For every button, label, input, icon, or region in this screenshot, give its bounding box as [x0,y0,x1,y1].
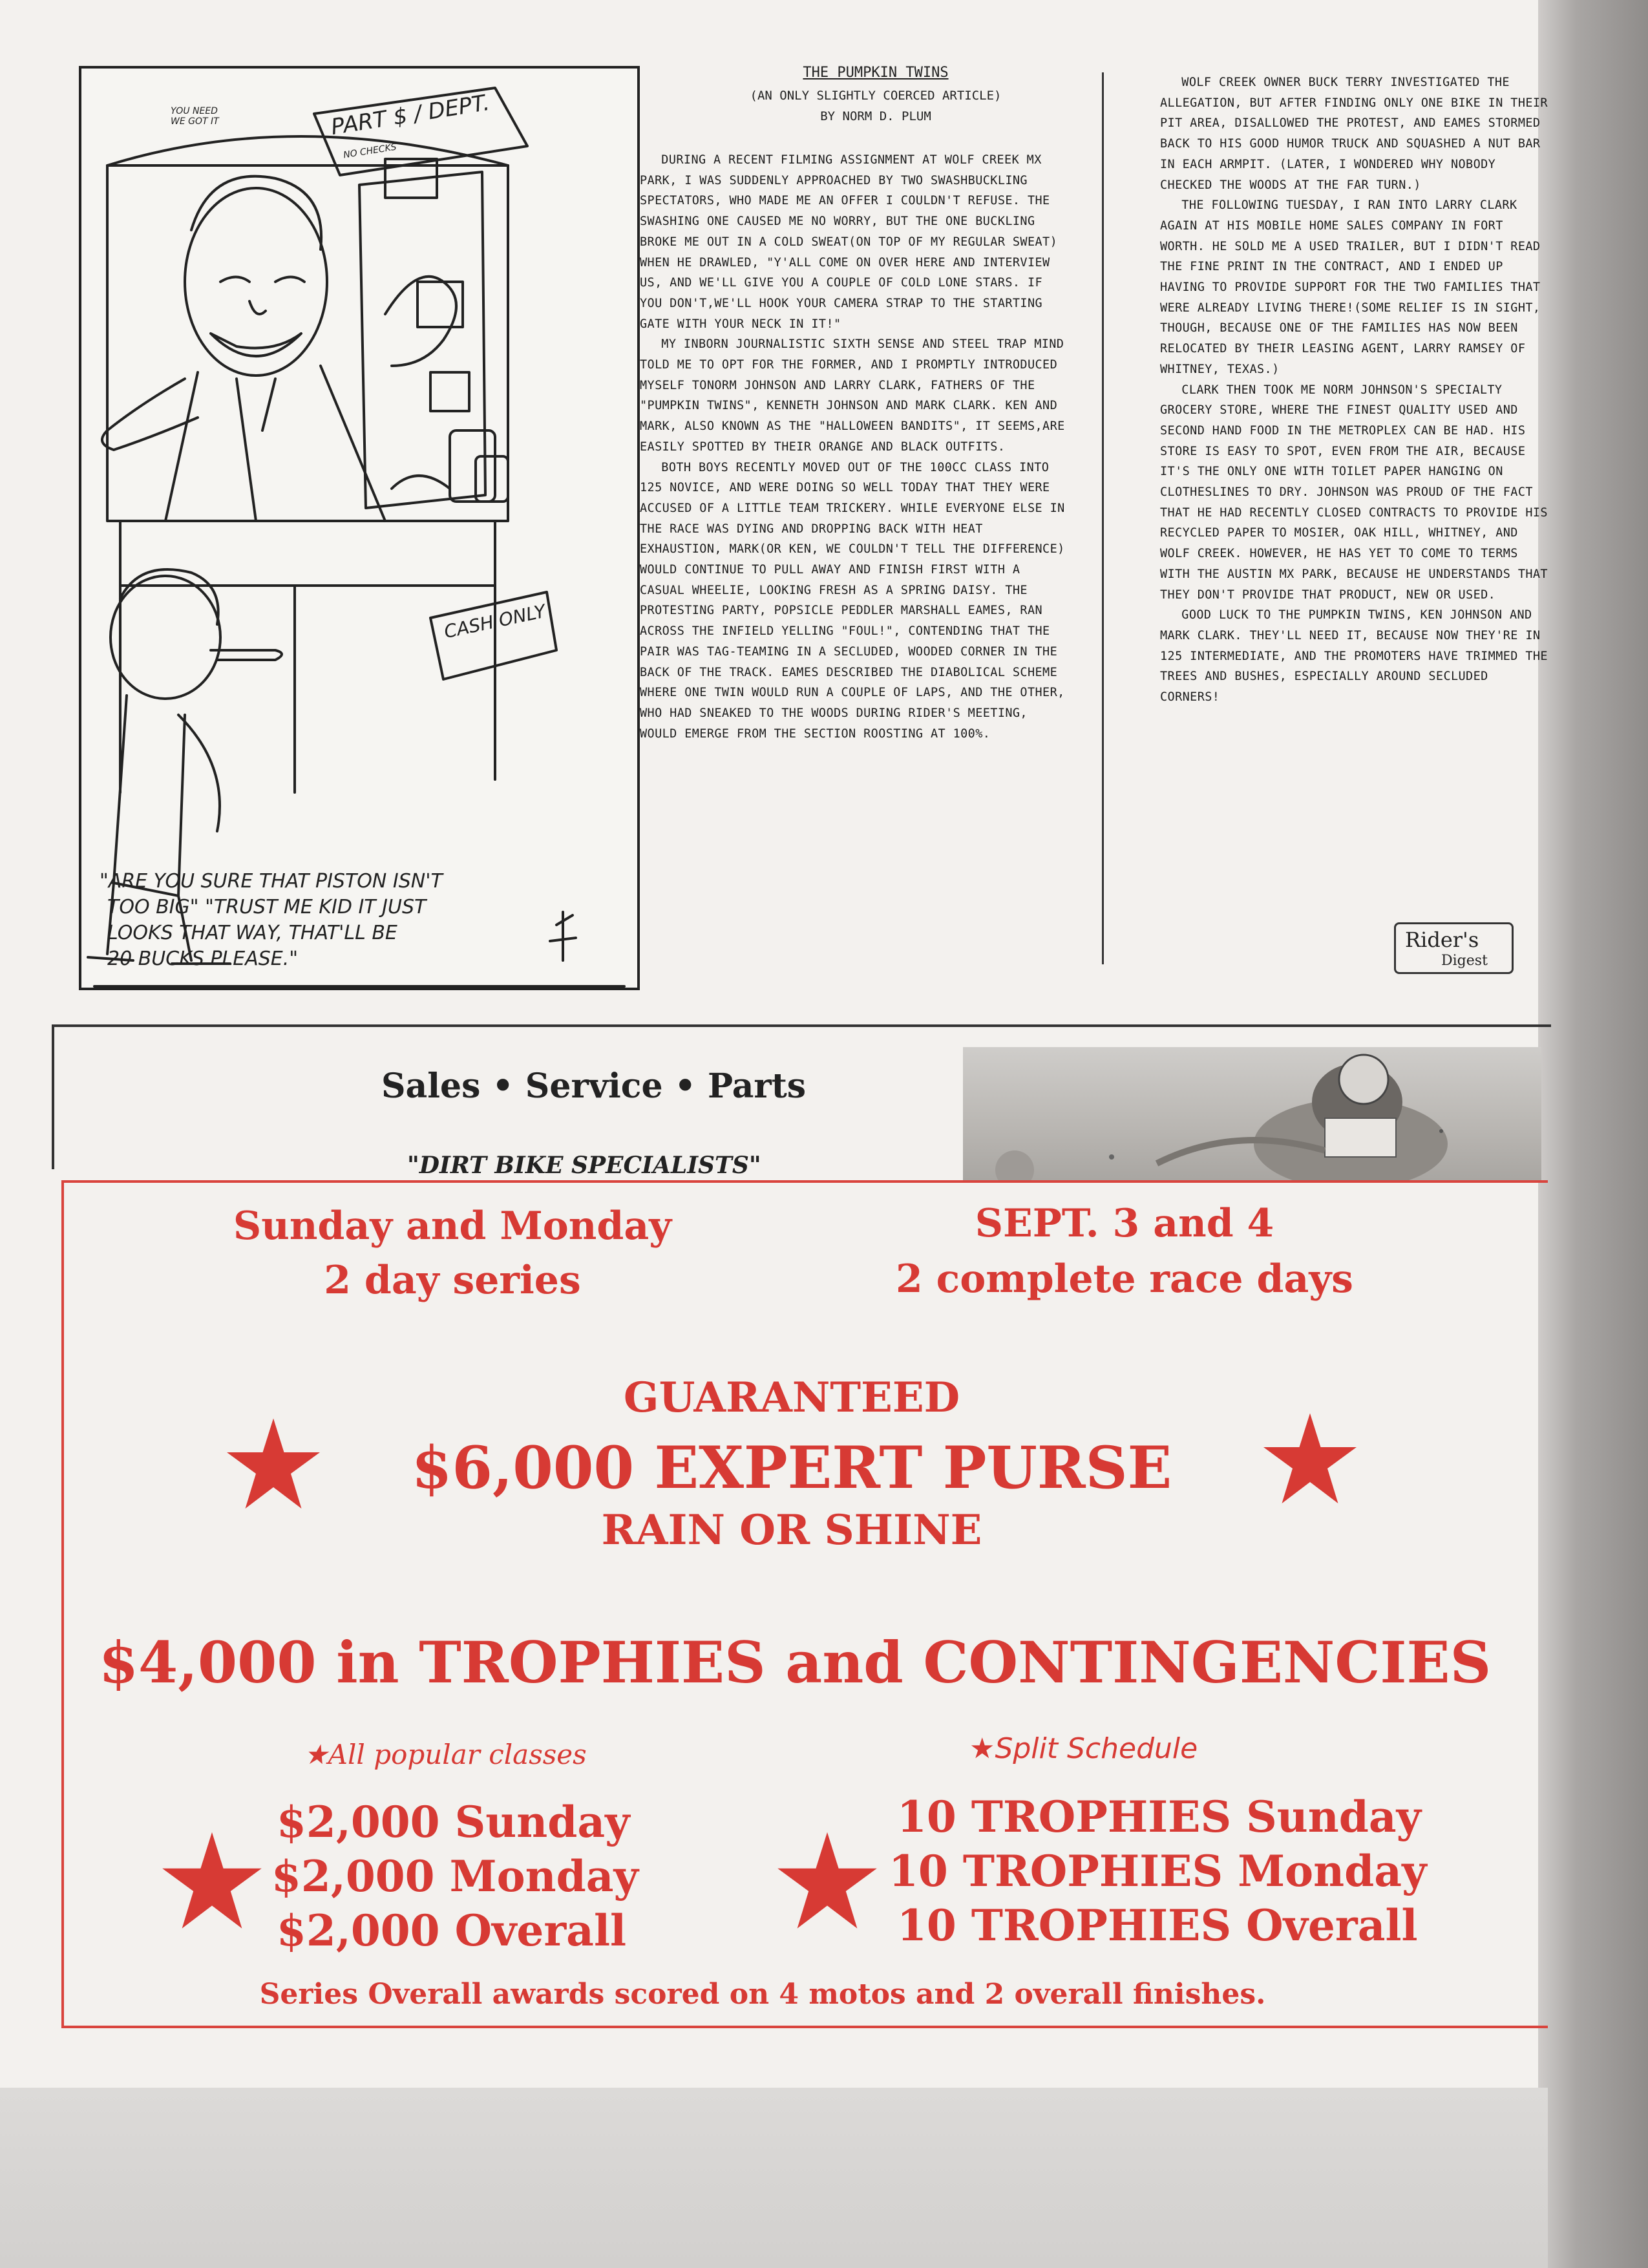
trophies-contingencies: $4,000 in TROPHIES and CONTINGENCIES [98,1629,1492,1696]
section-divider [52,1024,1551,1027]
right-headline-1: SEPT. 3 and 4 [975,1201,1274,1246]
article-paragraph: BOTH BOYS RECENTLY MOVED OUT OF THE 100CC CLASS INTO 125 NOVICE, AND WERE DOING SO WELL TODAY THAT THEY WERE ACCUSED OF A LITTLE TEAM TRICKERY. WHILE EVERYONE ELSE IN THE RACE WAS DYING AND DROPPING BACK WITH HEAT EXHAUSTION, MARK(OR KEN, WE COULDN'T TELL THE DIFFERENCE) WOULD CONTINUE TO PULL AWAY AND FINISH FIRST WITH A CASUAL WHEELIE, LOOKING FRESH AS A SPRING DAISY. THE PROTESTING PARTY, POPSICLE PEDDLER MARSHALL EAMES, RAN ACROSS THE INFIELD YELLING "FOUL!", CONTENDING THAT THE PAIR WAS TAG-TEAMING IN A SECLUDED, WOODED CORNER IN THE BACK OF THE TRACK. EAMES DESCRIBED THE DIABOLICAL SCHEME WHERE ONE TWIN WOULD RUN A COUPLE OF LAPS, AND THE OTHER, WHO HAD SNEAKED TO THE WOODS DURING RIDER'S MEETING, WOULD EMERGE FROM THE SECTION ROOSTING AT 100%. [640,460,1065,741]
ad-left-border [52,1027,54,1169]
left-headline-2: 2 day series [324,1258,581,1303]
rider-photo [963,1047,1541,1183]
money-monday: $2,000 Monday [271,1851,639,1902]
sales-service-parts: Sales • Service • Parts [381,1066,807,1106]
column-divider [1102,72,1104,964]
star-icon [225,1415,322,1512]
need-got-sign: YOU NEED WE GOT IT [171,106,219,127]
article-column-1 [640,150,1070,744]
article-paragraph: THE FOLLOWING TUESDAY, I RAN INTO LARRY CLARK AGAIN AT HIS MOBILE HOME SALES COMPANY IN FORT WORTH. HE SOLD ME A USED TRAILER, BUT I DIDN'T READ THE FINE PRINT IN THE CONTRACT, AND I ENDED UP HAVING TO PROVIDE SUPPORT FOR THE TWO FAMILIES THAT WERE ALREADY LIVING THERE!(SOME RELIEF IS IN SIGHT, THOUGH, BECAUSE ONE OF THE FAMILIES HAS NOW BEEN RELOCATED BY THEIR LEASING AGENT, LARRY RAMSEY OF WHITNEY, TEXAS.) [1160,198,1541,376]
star-icon [776,1829,879,1933]
right-headline-2: 2 complete race days [896,1256,1353,1302]
cartoon-panel [79,66,640,990]
star-icon [1262,1410,1358,1507]
article-subtitle [653,85,1099,127]
cartoon-drawing [81,69,637,988]
split-schedule: ★Split Schedule [969,1732,1198,1765]
riders-digest-logo [1394,922,1514,974]
guaranteed-label: GUARANTEED [623,1373,960,1422]
article-paragraph: WOLF CREEK OWNER BUCK TERRY INVESTIGATED THE ALLEGATION, BUT AFTER FINDING ONLY ONE BIKE IN THEIR PIT AREA, DISALLOWED THE PROTEST, AND EAMES STORMED BACK TO HIS GOOD HUMOR TRUCK AND SQUASHED A NUT BAR IN EACH ARMPIT. (LATER, I WONDERED WHY NOBODY CHECKED THE WOODS AT THE FAR TURN.) [1160,76,1548,192]
article-paragraph: MY INBORN JOURNALISTIC SIXTH SENSE AND STEEL TRAP MIND TOLD ME TO OPT FOR THE FORMER, AND I PROMPTLY INTRODUCED MYSELF TONORM JOHNSON AND LARRY CLARK, FATHERS OF THE "PUMPKIN TWINS", KENNETH JOHNSON AND MARK CLARK. KEN AND MARK, ALSO KNOWN AS THE "HALLOWEEN BANDITS", IT SEEMS,ARE EASILY SPOTTED BY THEIR ORANGE AND BLACK OUTFITS. [640,337,1065,454]
article-paragraph: GOOD LUCK TO THE PUMPKIN TWINS, KEN JOHNSON AND MARK CLARK. THEY'LL NEED IT, BECAUSE NOW THEY'RE IN 125 INTERMEDIATE, AND THE PROMOTERS HAVE TRIMMED THE TREES AND BUSHES, ESPECIALLY AROUND SECLUDED CORNERS! [1160,608,1548,705]
cartoon-caption-line: TOO BIG" "TRUST ME KID IT JUST [107,896,427,918]
cartoon-caption-line: 20 BUCKS PLEASE." [107,948,299,970]
article-subtitle-line: (AN ONLY SLIGHTLY COERCED ARTICLE) [750,89,1002,103]
article-paragraph: DURING A RECENT FILMING ASSIGNMENT AT WOLF CREEK MX PARK, I WAS SUDDENLY APPROACHED BY TWO SWASHBUCKLING SPECTATORS, WHO MADE ME AN OFFER I COULDN'T REFUSE. THE SWASHING ONE CAUSED ME NO WORRY, BUT THE ONE BUCKLING BROKE ME OUT IN A COLD SWEAT(ON TOP OF MY REGULAR SWEAT) WHEN HE DRAWLED, "Y'ALL COME ON OVER HERE AND INTERVIEW US, AND WE'LL GIVE YOU A COUPLE OF COLD LONE STARS. IF YOU DON'T,WE'LL HOOK YOUR CAMERA STRAP TO THE STARTING GATE WITH YOUR NECK IN IT!" [640,153,1058,331]
article-title: THE PUMPKIN TWINS [803,65,949,81]
rider-photo-graphic [963,1047,1541,1183]
series-footer: Series Overall awards scored on 4 motos and 2 overall finishes. [259,1978,1266,2011]
cartoon-caption-line: LOOKS THAT WAY, THAT'LL BE [107,922,397,944]
money-sunday: $2,000 Sunday [277,1797,630,1847]
trophies-sunday: 10 TROPHIES Sunday [897,1792,1421,1842]
logo-line-1: Rider's [1405,927,1479,952]
trophies-overall: 10 TROPHIES Overall [897,1900,1418,1951]
article-paragraph: CLARK THEN TOOK ME NORM JOHNSON'S SPECIALTY GROCERY STORE, WHERE THE FINEST QUALITY USED AND SECOND HAND FOOD IN THE METROPLEX CAN BE HAD. HIS STORE IS EASY TO SPOT, EVEN FROM THE AIR, BECAUSE IT'S THE ONLY ONE WITH TOILET PAPER HANGING ON CLOTHESLINES TO DRY. JOHNSON WAS PROUD OF THE FACT THAT HE HAD RECENTLY CLOSED CONTRACTS TO PROVIDE HIS RECYCLED PAPER TO MOSIER, OAK HILL, WHITNEY, AND WOLF CREEK. HOWEVER, HE HAS YET TO COME TO TERMS WITH THE AUSTIN MX PARK, BECAUSE HE UNDERSTANDS THAT THEY DON'T PROVIDE THAT PRODUCT, NEW OR USED. [1160,383,1548,602]
star-icon [160,1829,264,1933]
left-headline-1: Sunday and Monday [233,1203,672,1249]
article-column-2 [1160,72,1548,708]
expert-purse: $6,000 EXPERT PURSE [411,1434,1172,1502]
rain-or-shine: RAIN OR SHINE [601,1506,982,1554]
logo-line-2: Digest [1441,953,1488,969]
page-edge-shadow [1538,0,1648,2268]
scan-bottom-strip [0,2088,1548,2268]
money-overall: $2,000 Overall [277,1905,627,1956]
no-checks-sign: NO CHECKS [343,142,397,161]
trophies-monday: 10 TROPHIES Monday [889,1846,1427,1896]
cash-only-sign: CASH ONLY [442,600,548,643]
parts-dept-sign: PART $ / DEPT. [329,89,492,141]
all-popular-classes: ★All popular classes [304,1739,587,1770]
cartoon-caption-line: "ARE YOU SURE THAT PISTON ISN'T [100,870,443,893]
dirt-bike-specialists: "DIRT BIKE SPECIALISTS" [407,1152,761,1179]
article-byline: BY NORM D. PLUM [820,109,931,123]
